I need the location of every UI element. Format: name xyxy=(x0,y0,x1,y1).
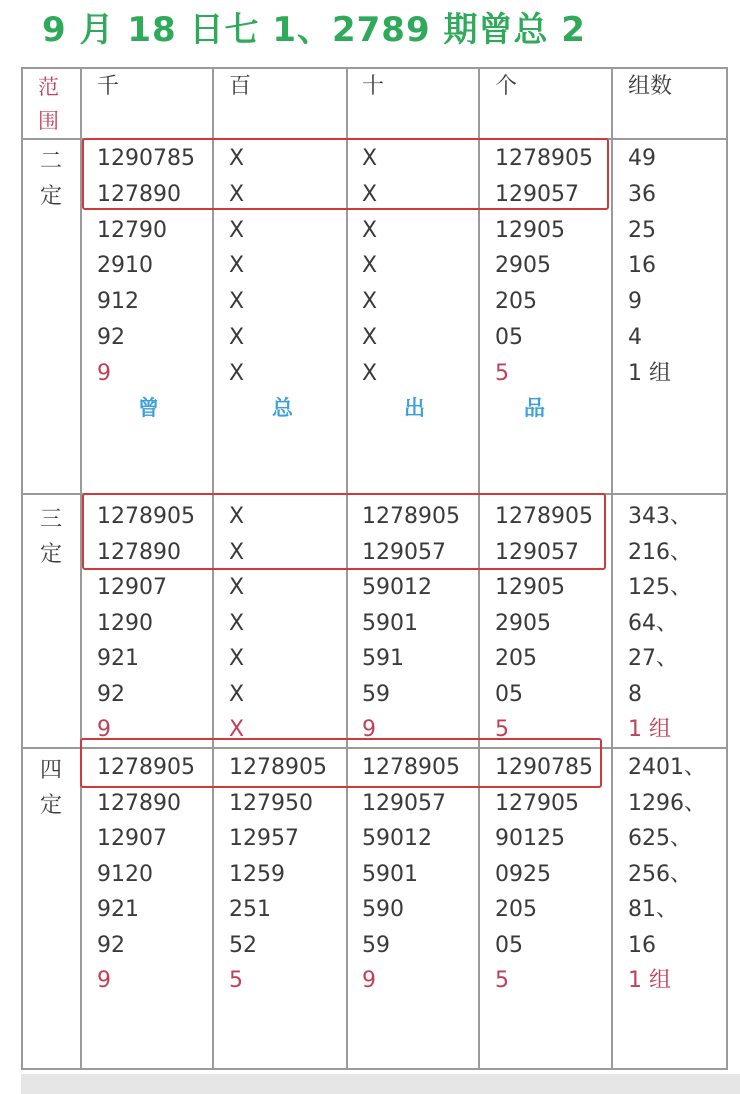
cell-tens: 9 xyxy=(362,968,376,993)
cell-groups: 16 xyxy=(628,932,656,958)
cell-hundreds: X xyxy=(229,146,245,171)
cell-thousands: 127890 xyxy=(97,181,181,207)
header-tens: 十 xyxy=(362,74,385,99)
cell-hundreds: 251 xyxy=(229,897,271,922)
cell-tens: 5901 xyxy=(362,610,418,636)
range-label-suffix: 定 xyxy=(40,542,63,567)
cell-hundreds: X xyxy=(229,181,245,207)
cell-thousands: 1290 xyxy=(97,610,153,636)
cell-tens: 59012 xyxy=(362,575,432,600)
cell-units: 127905 xyxy=(495,790,579,816)
cell-thousands: 921 xyxy=(97,897,139,922)
header-range-2: 围 xyxy=(38,109,59,133)
cell-tens: 1278905 xyxy=(362,504,460,529)
cell-hundreds: X xyxy=(229,217,245,243)
header-range-1: 范 xyxy=(38,75,59,99)
cell-units: 5 xyxy=(495,360,509,386)
cell-groups: 64、 xyxy=(628,610,678,636)
cell-groups: 1 组 xyxy=(628,717,671,742)
cell-groups: 216、 xyxy=(628,539,692,565)
cell-groups: 81、 xyxy=(628,897,678,922)
cell-hundreds: X xyxy=(229,610,245,636)
column-divider xyxy=(611,67,613,1070)
cell-groups: 25 xyxy=(628,217,656,243)
footnote-char: 曾 xyxy=(138,396,159,420)
header-hundreds: 百 xyxy=(229,74,252,99)
cell-units: 05 xyxy=(495,932,523,958)
footnote-char: 总 xyxy=(272,396,293,420)
cell-hundreds: 12957 xyxy=(229,826,299,851)
cell-hundreds: 127950 xyxy=(229,790,313,816)
cell-groups: 1 组 xyxy=(628,360,671,386)
range-label-suffix: 定 xyxy=(40,793,63,818)
cell-thousands: 912 xyxy=(97,289,139,315)
cell-thousands: 12907 xyxy=(97,575,167,600)
cell-units: 205 xyxy=(495,646,537,671)
cell-groups: 343、 xyxy=(628,504,692,529)
cell-tens: X xyxy=(362,325,378,350)
cell-units: 5 xyxy=(495,717,509,742)
cell-thousands: 1290785 xyxy=(97,146,195,171)
cell-units: 2905 xyxy=(495,253,551,279)
cell-units: 12905 xyxy=(495,217,565,243)
cell-units: 05 xyxy=(495,325,523,350)
cell-units: 1290785 xyxy=(495,755,593,780)
page-title: 9 月 18 日七 1、2789 期曾总 2 xyxy=(42,10,586,50)
cell-units: 1278905 xyxy=(495,146,593,171)
range-label-2: 二 xyxy=(40,149,63,174)
cell-groups: 8 xyxy=(628,681,642,707)
cell-groups: 36 xyxy=(628,181,656,207)
cell-tens: 9 xyxy=(362,717,376,742)
cell-thousands: 9 xyxy=(97,360,111,386)
cell-thousands: 2910 xyxy=(97,253,153,279)
cell-thousands: 92 xyxy=(97,325,125,350)
cell-hundreds: 52 xyxy=(229,932,257,958)
range-label-suffix: 定 xyxy=(40,184,63,209)
cell-units: 129057 xyxy=(495,539,579,565)
cell-tens: 59 xyxy=(362,932,390,958)
cell-units: 90125 xyxy=(495,826,565,851)
cell-thousands: 92 xyxy=(97,932,125,958)
header-thousands: 千 xyxy=(97,74,120,99)
cell-tens: X xyxy=(362,360,378,386)
cell-groups: 1296、 xyxy=(628,790,706,816)
header-groups: 组数 xyxy=(628,74,673,99)
cell-hundreds: X xyxy=(229,717,245,742)
cell-groups: 125、 xyxy=(628,575,692,600)
cell-groups: 9 xyxy=(628,289,642,315)
cell-hundreds: X xyxy=(229,325,245,350)
cell-groups: 1 组 xyxy=(628,968,671,993)
cell-tens: 129057 xyxy=(362,790,446,816)
cell-hundreds: X xyxy=(229,539,245,565)
cell-hundreds: X xyxy=(229,646,245,671)
cell-groups: 625、 xyxy=(628,826,692,851)
cell-tens: 59 xyxy=(362,681,390,707)
cell-hundreds: X xyxy=(229,253,245,279)
cell-tens: X xyxy=(362,146,378,171)
cell-thousands: 127890 xyxy=(97,790,181,816)
cell-hundreds: X xyxy=(229,504,245,529)
cell-hundreds: X xyxy=(229,289,245,315)
cell-hundreds: X xyxy=(229,575,245,600)
cell-units: 205 xyxy=(495,289,537,315)
cell-tens: 591 xyxy=(362,646,404,671)
footnote-char: 品 xyxy=(524,396,545,420)
cell-units: 05 xyxy=(495,681,523,707)
cell-tens: X xyxy=(362,253,378,279)
cell-thousands: 9 xyxy=(97,968,111,993)
cell-tens: X xyxy=(362,289,378,315)
cell-groups: 4 xyxy=(628,325,642,350)
range-label-4: 四 xyxy=(40,758,63,783)
cell-groups: 27、 xyxy=(628,646,678,671)
cell-thousands: 9 xyxy=(97,717,111,742)
cell-units: 1278905 xyxy=(495,504,593,529)
cell-hundreds: X xyxy=(229,360,245,386)
cell-tens: X xyxy=(362,217,378,243)
cell-tens: 1278905 xyxy=(362,755,460,780)
cell-units: 205 xyxy=(495,897,537,922)
cell-units: 12905 xyxy=(495,575,565,600)
cell-hundreds: 1278905 xyxy=(229,755,327,780)
cell-groups: 256、 xyxy=(628,861,692,887)
bottom-bar xyxy=(21,1074,740,1094)
cell-groups: 16 xyxy=(628,253,656,279)
range-label-3: 三 xyxy=(40,507,63,532)
cell-thousands: 12907 xyxy=(97,826,167,851)
cell-groups: 2401、 xyxy=(628,755,706,780)
cell-hundreds: 5 xyxy=(229,968,243,993)
cell-tens: 590 xyxy=(362,897,404,922)
cell-thousands: 12790 xyxy=(97,217,167,243)
cell-units: 129057 xyxy=(495,181,579,207)
cell-thousands: 1278905 xyxy=(97,755,195,780)
cell-units: 0925 xyxy=(495,861,551,887)
cell-hundreds: X xyxy=(229,681,245,707)
cell-tens: X xyxy=(362,181,378,207)
cell-thousands: 1278905 xyxy=(97,504,195,529)
cell-units: 2905 xyxy=(495,610,551,636)
header-units: 个 xyxy=(495,74,518,99)
footnote-char: 出 xyxy=(404,396,425,420)
cell-hundreds: 1259 xyxy=(229,861,285,887)
cell-units: 5 xyxy=(495,968,509,993)
cell-thousands: 9120 xyxy=(97,861,153,887)
cell-tens: 129057 xyxy=(362,539,446,565)
cell-groups: 49 xyxy=(628,146,656,171)
cell-thousands: 127890 xyxy=(97,539,181,565)
cell-tens: 59012 xyxy=(362,826,432,851)
cell-tens: 5901 xyxy=(362,861,418,887)
cell-thousands: 921 xyxy=(97,646,139,671)
cell-thousands: 92 xyxy=(97,681,125,707)
